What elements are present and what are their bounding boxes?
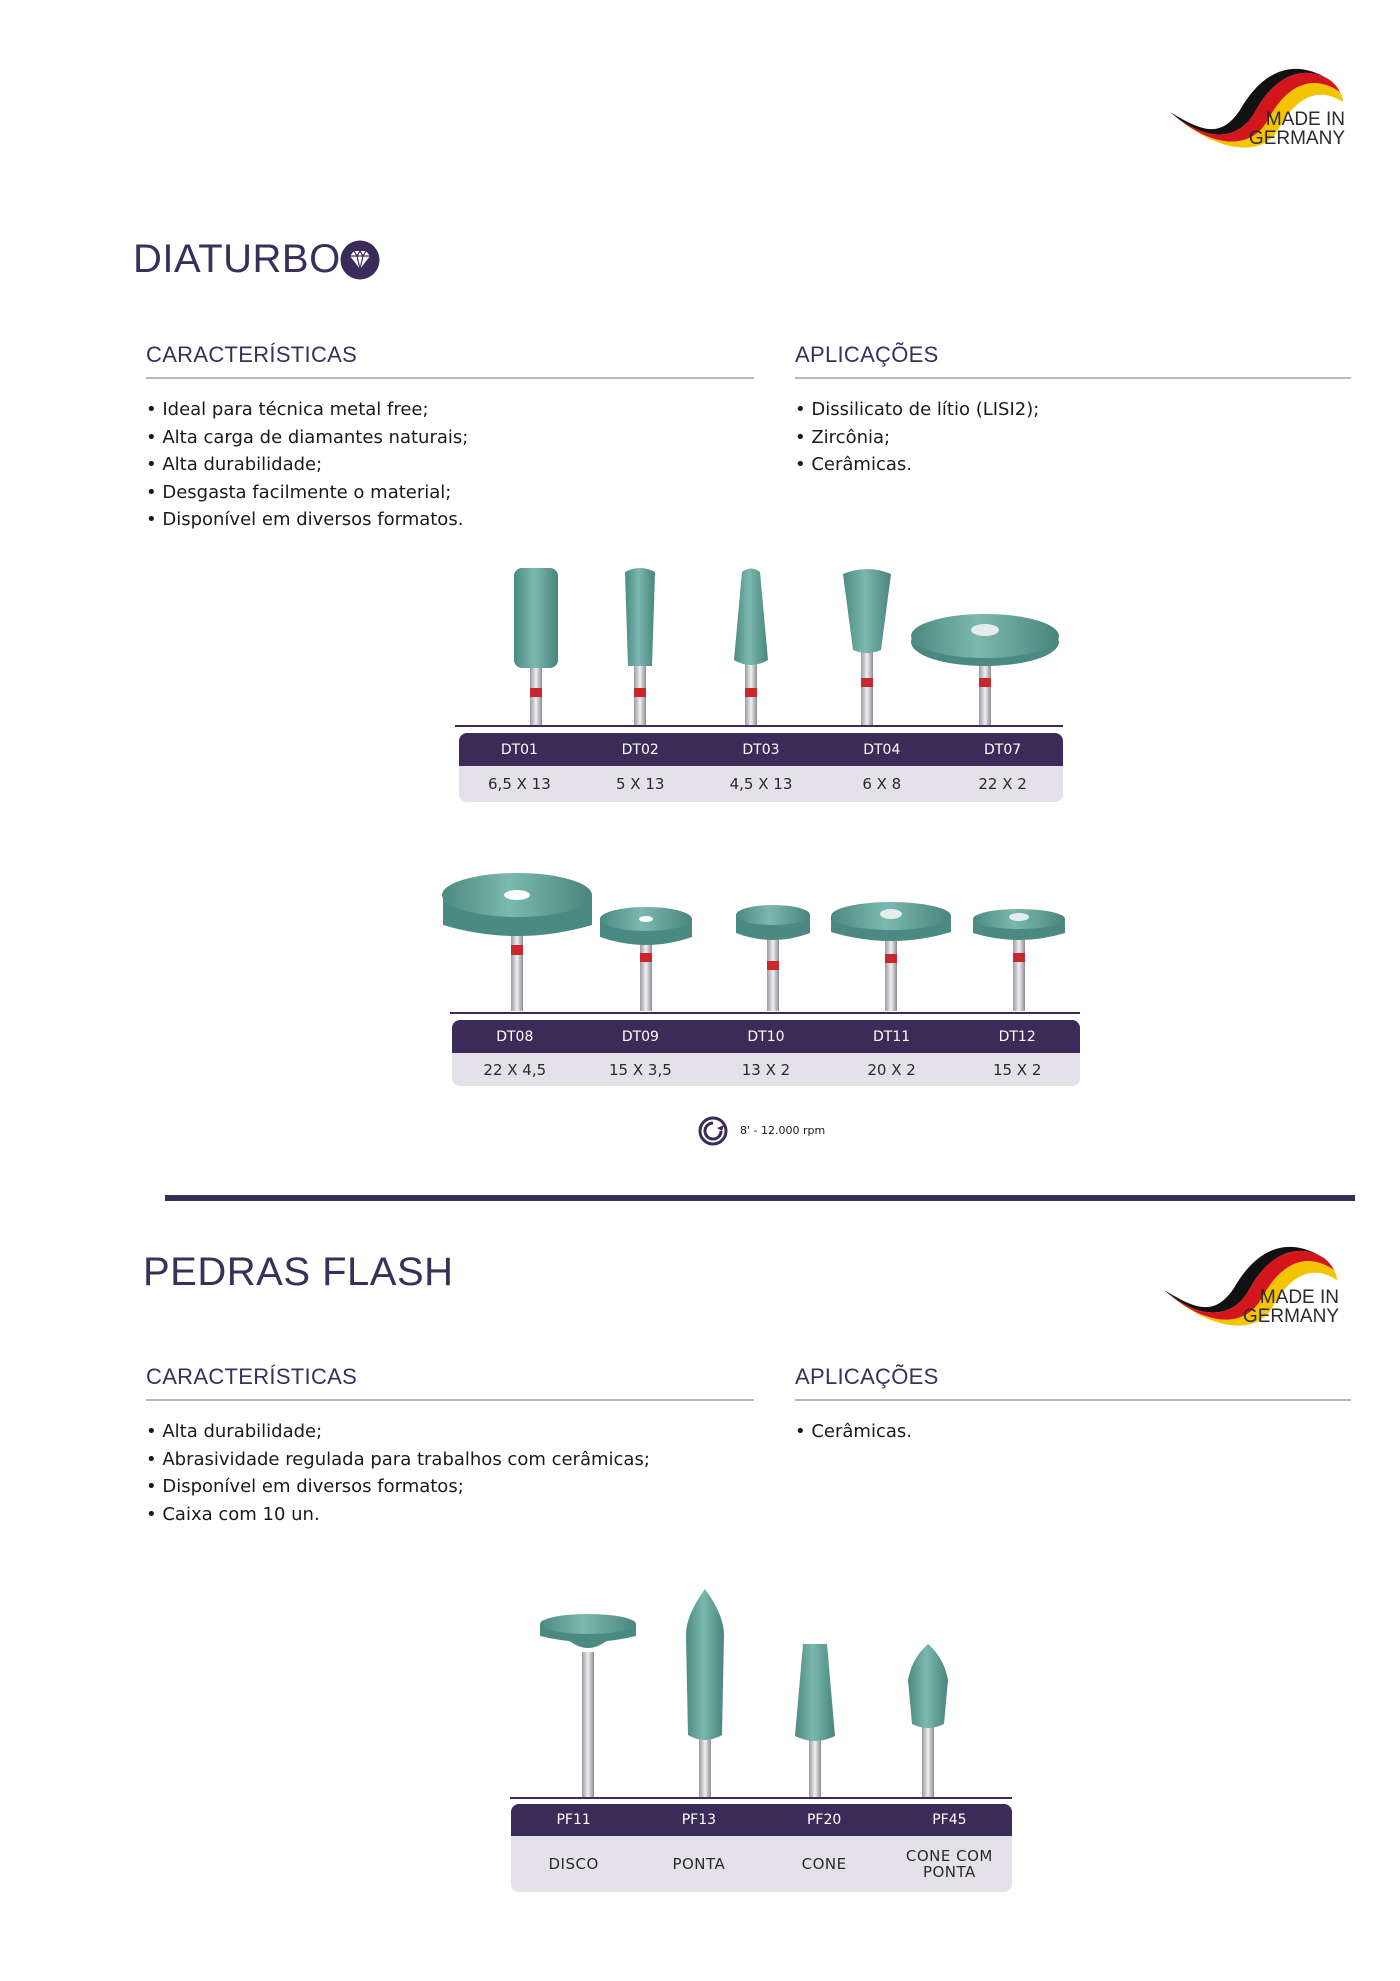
product-image-pf20 [785, 1640, 845, 1802]
divider-line [795, 1399, 1351, 1401]
list-item: • Alta durabilidade; [146, 1418, 650, 1446]
applications-list [795, 1418, 912, 1446]
product-shape: DISCO [548, 1855, 599, 1873]
product-size: 20 X 2 [867, 1060, 916, 1079]
divider-line [795, 377, 1351, 379]
product-code: PF13 [681, 1812, 717, 1828]
section-title-diaturbo: DIATURBO [133, 237, 341, 281]
product-size: 13 X 2 [741, 1060, 791, 1079]
products-baseline [455, 725, 1063, 727]
diaturbo-table-1 [459, 733, 1063, 802]
made-in-germany-badge [1160, 50, 1360, 160]
list-item: • Disponível em diversos formatos. [146, 506, 468, 534]
product-shape [887, 1836, 1012, 1892]
product-image-dt08 [440, 865, 595, 1015]
product-shape: PONTA [672, 1855, 726, 1873]
characteristics-list [146, 396, 468, 534]
list-item: • Cerâmicas. [795, 1418, 912, 1446]
applications-heading: APLICAÇÕES [795, 1364, 939, 1389]
diaturbo-table-2 [452, 1020, 1080, 1086]
product-size: 22 X 2 [978, 775, 1027, 793]
list-item: • Alta durabilidade; [146, 451, 468, 479]
list-item: • Cerâmicas. [795, 451, 1039, 479]
badge-line1: MADE IN [1259, 1287, 1339, 1308]
product-size: 5 X 13 [615, 775, 665, 793]
rotation-icon [698, 1116, 728, 1146]
product-code: DT09 [621, 1028, 659, 1045]
pedras-flash-table [511, 1804, 1012, 1892]
product-code: PF45 [932, 1812, 967, 1828]
product-image-dt03 [715, 560, 785, 730]
list-item: • Ideal para técnica metal free; [146, 396, 468, 424]
products-baseline [450, 1012, 1080, 1014]
badge-line1: MADE IN [1265, 109, 1345, 130]
list-item: • Dissilicato de lítio (LISI2); [795, 396, 1039, 424]
product-code: DT12 [998, 1028, 1036, 1045]
product-code: DT03 [742, 741, 780, 758]
product-size: 6 X 8 [862, 775, 902, 793]
diamond-icon [340, 240, 380, 280]
applications-heading: APLICAÇÕES [795, 342, 939, 367]
product-image-pf45 [898, 1640, 958, 1802]
product-image-dt01 [500, 560, 570, 730]
product-image-dt11 [828, 898, 954, 1015]
product-size: 4,5 X 13 [729, 775, 793, 793]
badge-line2: GERMANY [1242, 1306, 1339, 1327]
section-title-pedras-flash: PEDRAS FLASH [143, 1250, 454, 1294]
list-item: • Disponível em diversos formatos; [146, 1473, 650, 1501]
list-item: • Abrasividade regulada para trabalhos com cerâmicas; [146, 1446, 650, 1474]
list-item: • Caixa com 10 un. [146, 1501, 650, 1529]
product-code: DT11 [873, 1028, 911, 1045]
product-code: PF11 [556, 1812, 591, 1828]
product-image-pf13 [670, 1585, 740, 1802]
characteristics-list [146, 1418, 650, 1528]
made-in-germany-badge [1154, 1228, 1354, 1338]
list-item: • Desgasta facilmente o material; [146, 479, 468, 507]
divider-line [146, 377, 754, 379]
product-size: 15 X 2 [992, 1060, 1042, 1079]
product-code: PF20 [806, 1812, 842, 1828]
rpm-text: 8' - 12.000 rpm [740, 1124, 826, 1137]
product-code: DT01 [500, 741, 538, 758]
product-image-pf11 [536, 1612, 640, 1802]
product-size: 22 X 4,5 [483, 1060, 547, 1079]
characteristics-heading: CARACTERÍSTICAS [146, 342, 358, 367]
product-image-dt09 [598, 905, 694, 1015]
product-code: DT02 [621, 741, 659, 758]
products-baseline [510, 1797, 1012, 1799]
product-image-dt12 [970, 905, 1068, 1015]
product-size: 15 X 3,5 [609, 1060, 672, 1079]
characteristics-heading: CARACTERÍSTICAS [146, 1364, 358, 1389]
product-shape: CONE [801, 1855, 847, 1873]
badge-line2: GERMANY [1248, 128, 1345, 149]
product-image-dt04 [831, 560, 901, 730]
product-code: DT08 [496, 1028, 534, 1045]
product-shape-line2: PONTA [922, 1863, 976, 1881]
list-item: • Alta carga de diamantes naturais; [146, 424, 468, 452]
product-size: 6,5 X 13 [488, 775, 551, 793]
list-item: • Zircônia; [795, 424, 1039, 452]
section-divider [165, 1195, 1355, 1201]
product-shape-line1: CONE COM [905, 1847, 993, 1865]
applications-list [795, 396, 1039, 479]
product-image-dt10 [733, 903, 813, 1015]
product-code: DT10 [747, 1028, 785, 1045]
product-code: DT04 [863, 741, 901, 758]
product-image-dt07 [905, 600, 1065, 730]
divider-line [146, 1399, 754, 1401]
product-image-dt02 [604, 560, 674, 730]
product-code: DT07 [984, 741, 1022, 758]
